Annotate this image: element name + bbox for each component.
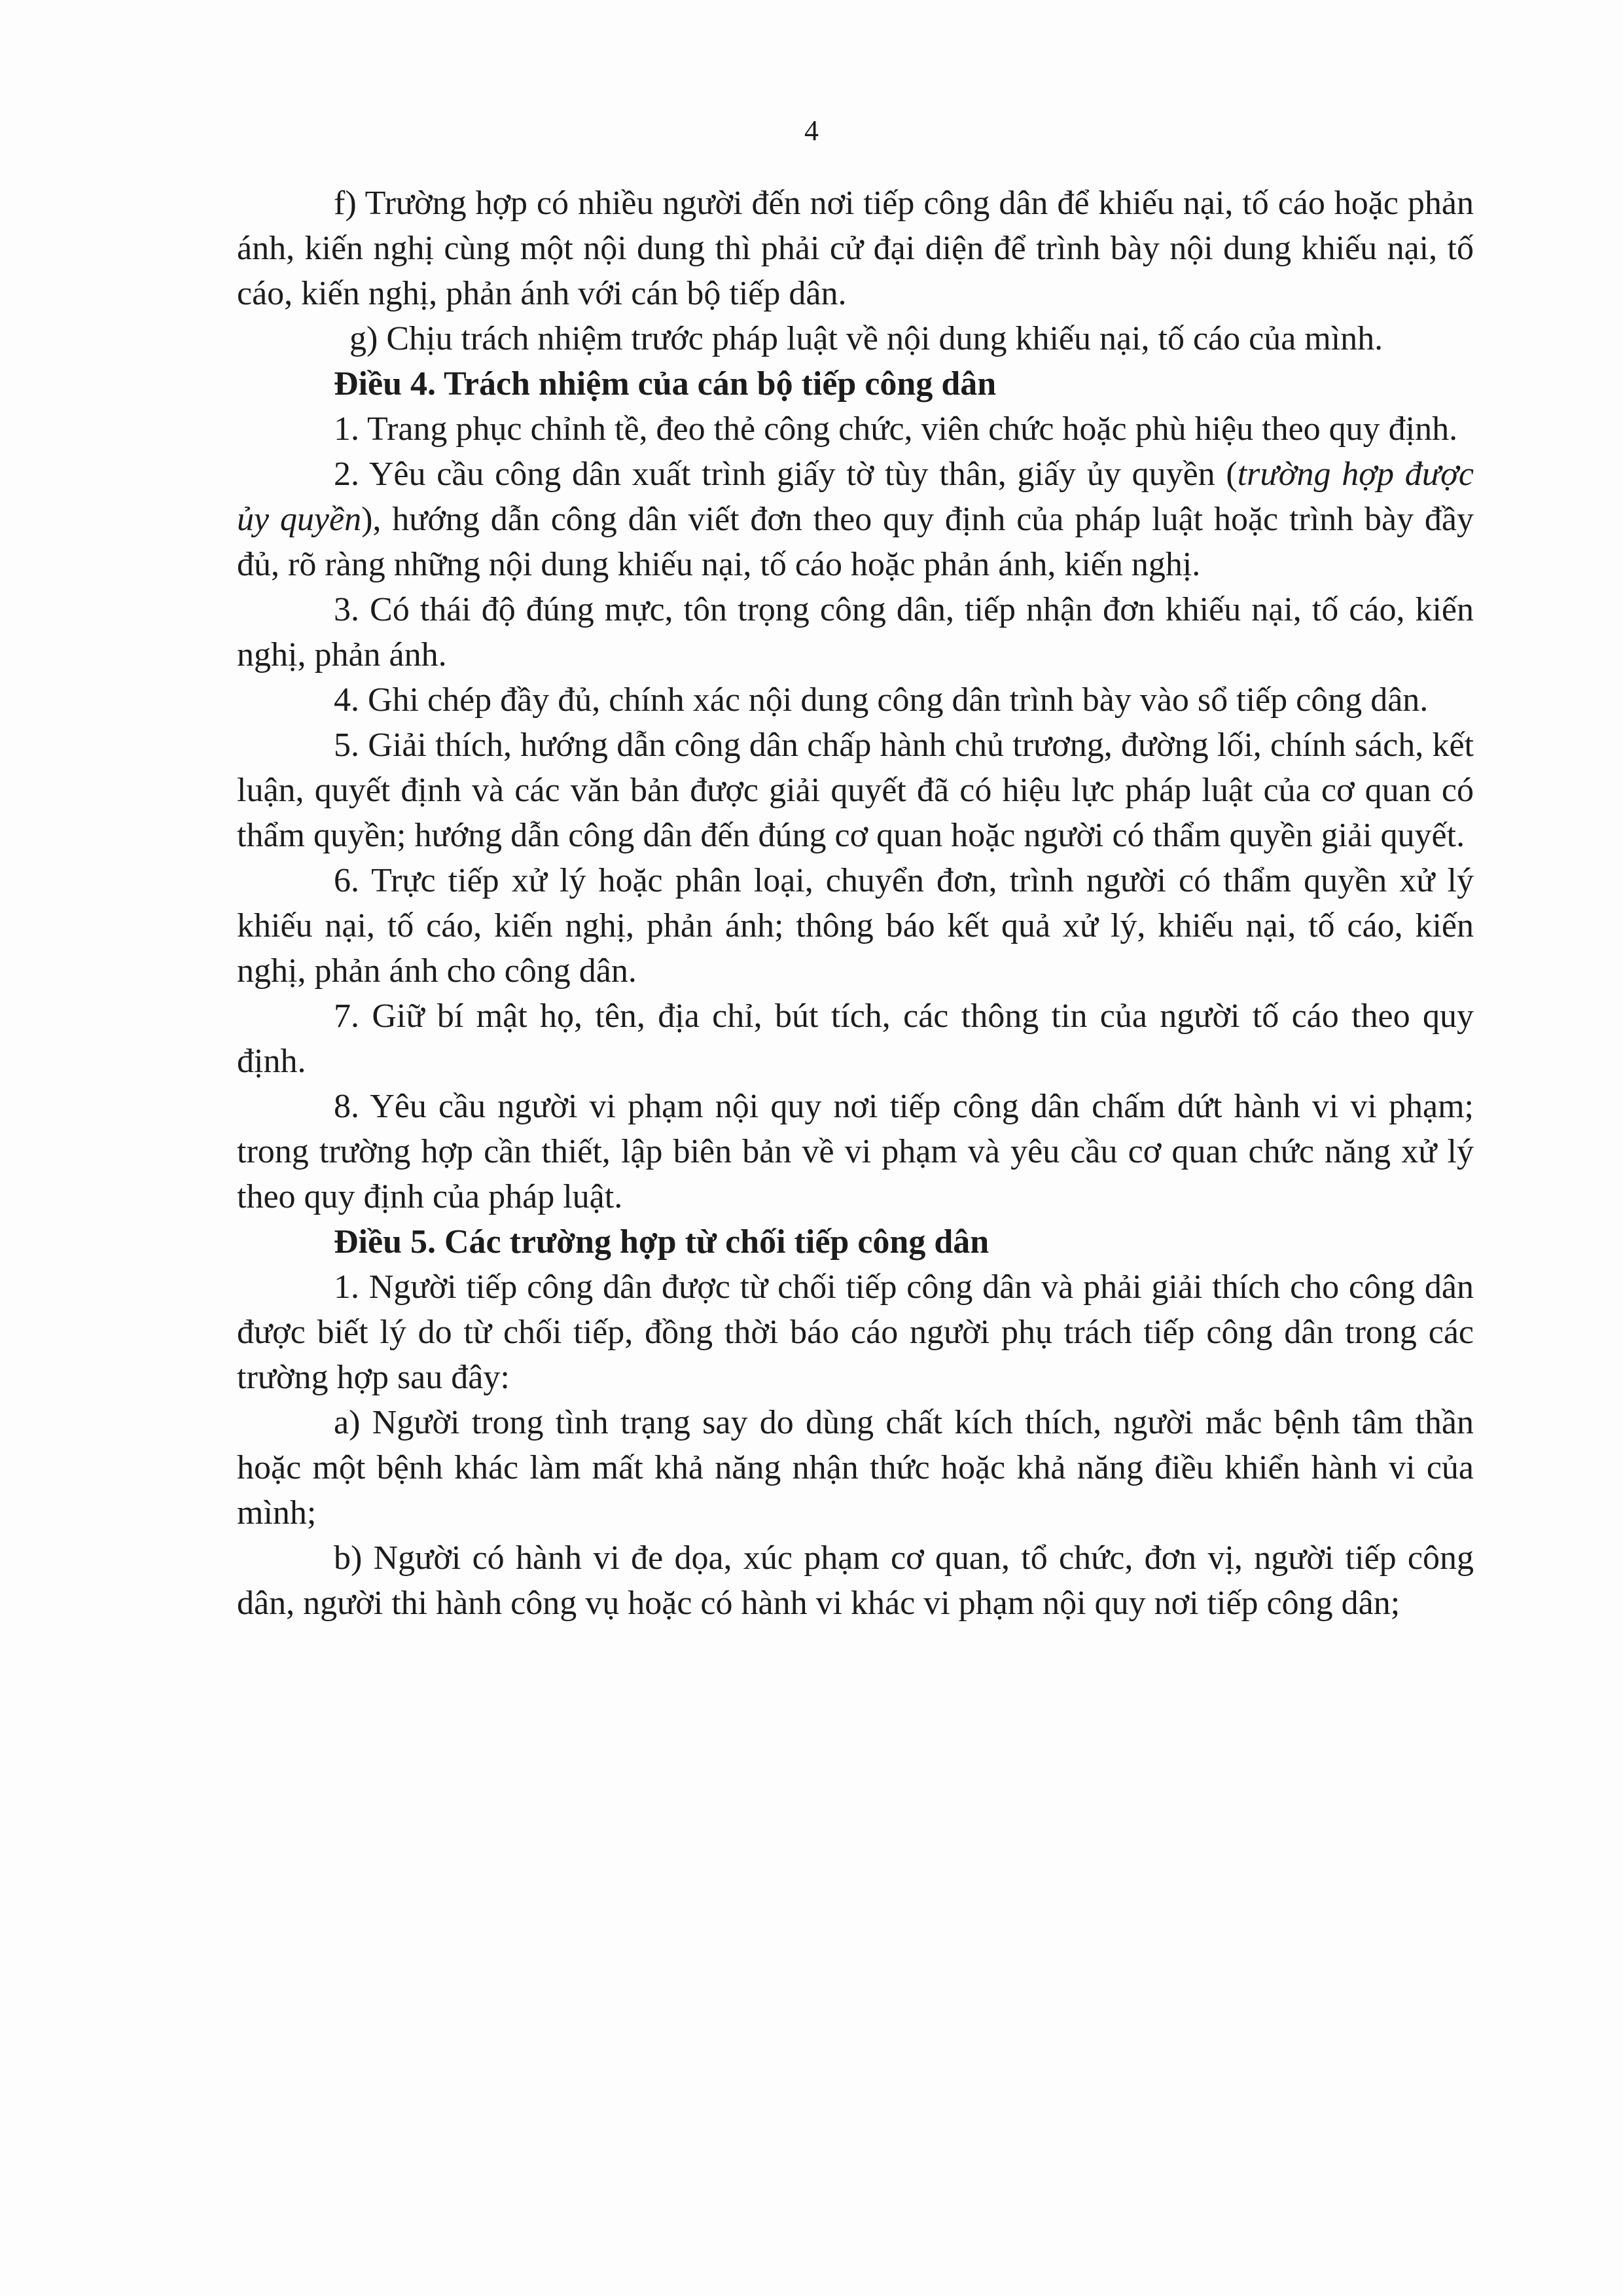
article-4-item-5: 5. Giải thích, hướng dẫn công dân chấp hành chủ trương, đường lối, chính sách, kết luận, quyết định và các văn bản được giải quyết đã có hiệu lực pháp luật của cơ quan có thẩm quyền; hướng dẫn công dân đến đúng cơ quan hoặc người có thẩm quyền giải quyết. (237, 726, 1474, 854)
document-body (237, 181, 1474, 1626)
article-5-item-1b: b) Người có hành vi đe dọa, xúc phạm cơ quan, tổ chức, đơn vị, người tiếp công dân, người thi hành công vụ hoặc có hành vi khác vi phạm nội quy nơi tiếp công dân; (237, 1539, 1474, 1622)
article-4-item-8: 8. Yêu cầu người vi phạm nội quy nơi tiếp công dân chấm dứt hành vi vi phạm; trong trường hợp cần thiết, lập biên bản về vi phạm và yêu cầu cơ quan chức năng xử lý theo quy định của pháp luật. (237, 1088, 1474, 1215)
article-4-item-7: 7. Giữ bí mật họ, tên, địa chỉ, bút tích, các thông tin của người tố cáo theo quy định. (237, 997, 1474, 1080)
paragraph-f: f) Trường hợp có nhiều người đến nơi tiếp công dân để khiếu nại, tố cáo hoặc phản ánh, kiến nghị cùng một nội dung thì phải cử đại diện để trình bày nội dung khiếu nại, tố cáo, kiến nghị, phản ánh với cán bộ tiếp dân. (237, 185, 1474, 312)
article-4-item-6: 6. Trực tiếp xử lý hoặc phân loại, chuyển đơn, trình người có thẩm quyền xử lý khiếu nại, tố cáo, kiến nghị, phản ánh; thông báo kết quả xử lý, khiếu nại, tố cáo, kiến nghị, phản ánh cho công dân. (237, 862, 1474, 990)
article-5-heading: Điều 5. Các trường hợp từ chối tiếp công dân (334, 1223, 990, 1261)
article-4-item-2 (237, 452, 1474, 587)
article-5-item-1: 1. Người tiếp công dân được từ chối tiếp công dân và phải giải thích cho công dân được biết lý do từ chối tiếp, đồng thời báo cáo người phụ trách tiếp công dân trong các trường hợp sau đây: (237, 1268, 1474, 1396)
article-4-item-2-start: 2. Yêu cầu công dân xuất trình giấy tờ tùy thân, giấy ủy quyền ( (334, 456, 1238, 493)
article-4-item-4: 4. Ghi chép đầy đủ, chính xác nội dung công dân trình bày vào sổ tiếp công dân. (334, 681, 1429, 719)
article-4-item-2-end: ), hướng dẫn công dân viết đơn theo quy định của pháp luật hoặc trình bày đầy đủ, rõ ràng những nội dung khiếu nại, tố cáo hoặc phản ánh, kiến nghị. (237, 501, 1474, 583)
article-5-item-1a: a) Người trong tình trạng say do dùng chất kích thích, người mắc bệnh tâm thần hoặc một bệnh khác làm mất khả năng nhận thức hoặc khả năng điều khiển hành vi của mình; (237, 1404, 1474, 1532)
paragraph-g: g) Chịu trách nhiệm trước pháp luật về nội dung khiếu nại, tố cáo của mình. (349, 320, 1383, 357)
article-4-item-3: 3. Có thái độ đúng mực, tôn trọng công dân, tiếp nhận đơn khiếu nại, tố cáo, kiến nghị, phản ánh. (237, 591, 1474, 673)
page-number: 4 (804, 115, 819, 147)
article-4-item-1: 1. Trang phục chỉnh tề, đeo thẻ công chức, viên chức hoặc phù hiệu theo quy định. (334, 410, 1458, 448)
article-4-item-2-italic: trường hợp được ủy quyền (237, 456, 1474, 538)
article-4-heading: Điều 4. Trách nhiệm của cán bộ tiếp công dân (334, 365, 997, 403)
